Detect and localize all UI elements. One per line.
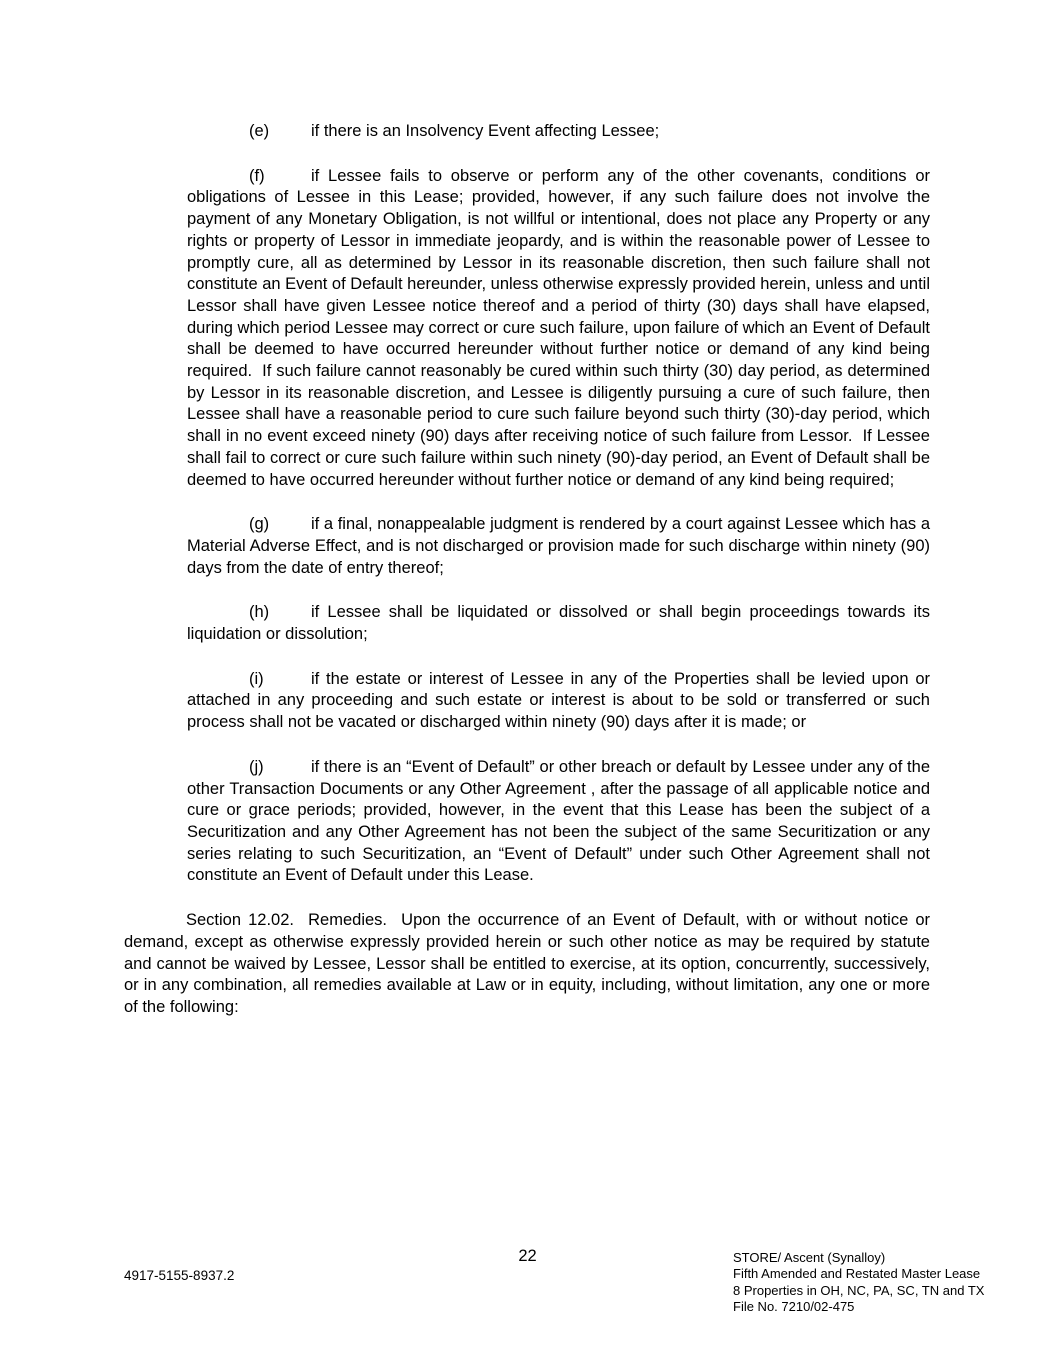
clause-f — [187, 166, 930, 492]
clause-e-text: if there is an Insolvency Event affecting Lessee; — [311, 122, 660, 140]
footer-matter-line-3: 8 Properties in OH, NC, PA, SC, TN and TX — [733, 1282, 985, 1298]
clause-j-text: if there is an “Event of Default” or other breach or default by Lessee under any of the other Transaction Documents or any Other Agreement , after the passage of all applicable notice and cure or grace periods; provided, however, in the event that this Lease has been the subject of a Securitization and any Other Agreement has not been the subject of the same Securitization or any series relating to such Securitization, an “Event of Default” under such Other Agreement shall not constitute an Event of Default under this Lease. — [187, 757, 930, 885]
lease-body — [124, 121, 930, 1019]
section-12-02-remedies-paragraph — [124, 910, 930, 1019]
clause-e — [187, 121, 930, 143]
clause-e-marker: (e) — [249, 122, 270, 140]
clause-i-marker: (i) — [249, 669, 264, 688]
clause-g-text: if a final, nonappealable judgment is rendered by a court against Lessee which has a Material Adverse Effect, and is not discharged or provision made for such discharge within ninety (90) days from the date of entry thereof; — [187, 515, 930, 577]
clause-f-text: if Lessee fails to observe or perform any of the other covenants, conditions or obligations of Lessee in this Lease; provided, however, if any such failure does not involve the payment of any Monetary Obligation, is not willful or intentional, does not place any Property or any rights or property of Lessor in immediate jeopardy, and is within the reasonable power of Lessee to promptly cure, all as determined by Lessor in its reasonable discretion, then such failure shall not constitute an Event of Default hereunder, unless otherwise expressly provided herein, unless and until Lessor shall have given Lessee notice thereof and a period of thirty (30) days shall have elapsed, during which period Lessee may correct or cure such failure, upon failure of which an Event of Default shall be deemed to have occurred hereunder without further notice or demand of any kind being required. If such failure cannot reasonably be cured within such thirty (30) day period, as determined by Lessor in its reasonable discretion, and Lessee is diligently pursuing a cure of such failure, then Lessee shall have a reasonable period to cure such failure beyond such thirty (30)-day period, which shall in no event exceed ninety (90) days after receiving notice of such failure from Lessor. If Lessee shall fail to correct or cure such failure within such ninety (90)-day period, an Event of Default shall be deemed to have occurred hereunder without further notice or demand of any kind being required; — [187, 166, 930, 489]
footer-matter-info — [733, 1250, 984, 1315]
clause-g-marker: (g) — [249, 515, 270, 534]
footer-matter-line-1: STORE/ Ascent (Synalloy) — [733, 1250, 886, 1265]
footer-document-id: 4917-5155-8937.2 — [124, 1268, 235, 1283]
footer-page-number: 22 — [518, 1247, 537, 1265]
clause-f-marker: (f) — [249, 166, 265, 185]
clause-j-marker: (j) — [249, 757, 264, 776]
clause-i — [187, 669, 930, 734]
section-12-02-text: Section 12.02. Remedies. Upon the occurrence of an Event of Default, with or without notice or demand, except as otherwise expressly provided herein or such other notice as may be required by statute and cannot be waived by Lessee, Lessor shall be entitled to exercise, at its option, concurrently, successively, or in any combination, all remedies available at Law or in equity, including, without limitation, any one or more of the following: — [124, 911, 930, 1016]
clause-g — [187, 514, 930, 579]
footer-matter-line-4: File No. 7210/02-475 — [733, 1298, 855, 1314]
footer-matter-line-2: Fifth Amended and Restated Master Lease — [733, 1266, 981, 1282]
clause-h-marker: (h) — [249, 603, 270, 622]
clause-i-text: if the estate or interest of Lessee in any of the Properties shall be levied upon or attached in any proceeding and such estate or interest is about to be sold or transferred or such process shall not be vacated or discharged within ninety (90) days after it is made; or — [187, 669, 930, 732]
clause-h-text: if Lessee shall be liquidated or dissolved or shall begin proceedings towards its liquidation or dissolution; — [187, 603, 930, 644]
clause-h — [187, 602, 930, 645]
clause-j — [187, 757, 930, 887]
